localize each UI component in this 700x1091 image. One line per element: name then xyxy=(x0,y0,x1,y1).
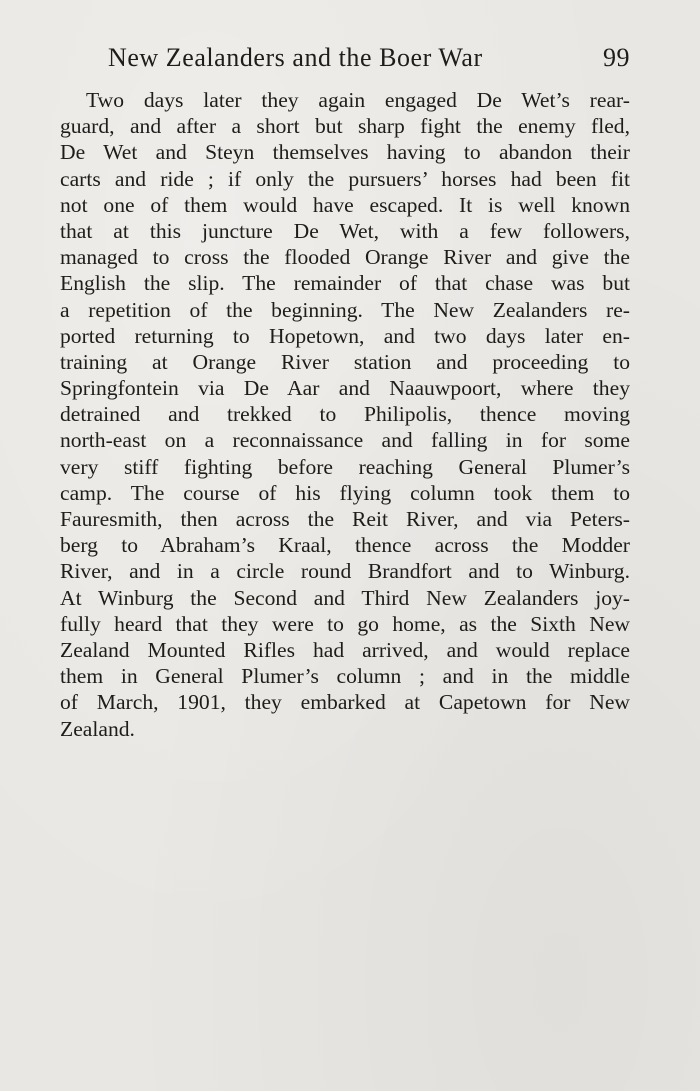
text-line: fully heard that they were to go home, as the Sixth New xyxy=(60,611,630,636)
text-line: De Wet and Steyn themselves having to abandon their xyxy=(60,140,630,165)
text-line: camp. The course of his flying column took them to xyxy=(60,480,630,505)
text-line: not one of them would have escaped. It is well known xyxy=(60,192,630,217)
body-paragraph xyxy=(60,87,630,742)
text-line: Zealand Mounted Rifles had arrived, and would replace xyxy=(60,637,630,662)
text-line: English the slip. The remainder of that chase was but xyxy=(60,271,630,296)
text-line: detrained and trekked to Philipolis, thence moving xyxy=(60,402,630,427)
text-line: training at Orange River station and proceeding to xyxy=(60,349,630,374)
text-line: carts and ride ; if only the pursuers’ horses had been fit xyxy=(60,166,630,191)
running-head xyxy=(108,41,630,75)
text-line: them in General Plumer’s column ; and in the middle xyxy=(60,664,630,689)
text-line: of March, 1901, they embarked at Capetown for New xyxy=(60,690,630,715)
text-line: At Winburg the Second and Third New Zealanders joy- xyxy=(60,585,630,610)
text-line: that at this juncture De Wet, with a few followers, xyxy=(60,218,630,243)
running-title: New Zealanders and the Boer War xyxy=(108,43,483,72)
text-line: Zealand. xyxy=(60,716,135,741)
text-line: north-east on a reconnaissance and falling in for some xyxy=(60,428,630,453)
text-line: Fauresmith, then across the Reit River, and via Peters- xyxy=(60,507,630,531)
text-line: a repetition of the beginning. The New Zealanders re- xyxy=(60,297,630,322)
text-line: River, and in a circle round Brandfort and to Winburg. xyxy=(60,559,630,584)
text-line: berg to Abraham’s Kraal, thence across the Modder xyxy=(60,533,630,558)
text-line: Two days later they again engaged De Wet’s rear- xyxy=(86,88,630,112)
text-line: ported returning to Hopetown, and two days later en- xyxy=(60,323,630,348)
page-number: 99 xyxy=(603,43,630,72)
text-line: guard, and after a short but sharp fight the enemy fled, xyxy=(60,114,630,139)
text-line: managed to cross the flooded Orange River and give the xyxy=(60,245,630,270)
text-line: Springfontein via De Aar and Naauwpoort, where they xyxy=(60,376,630,401)
text-line: very stiff fighting before reaching General Plumer’s xyxy=(60,454,630,479)
